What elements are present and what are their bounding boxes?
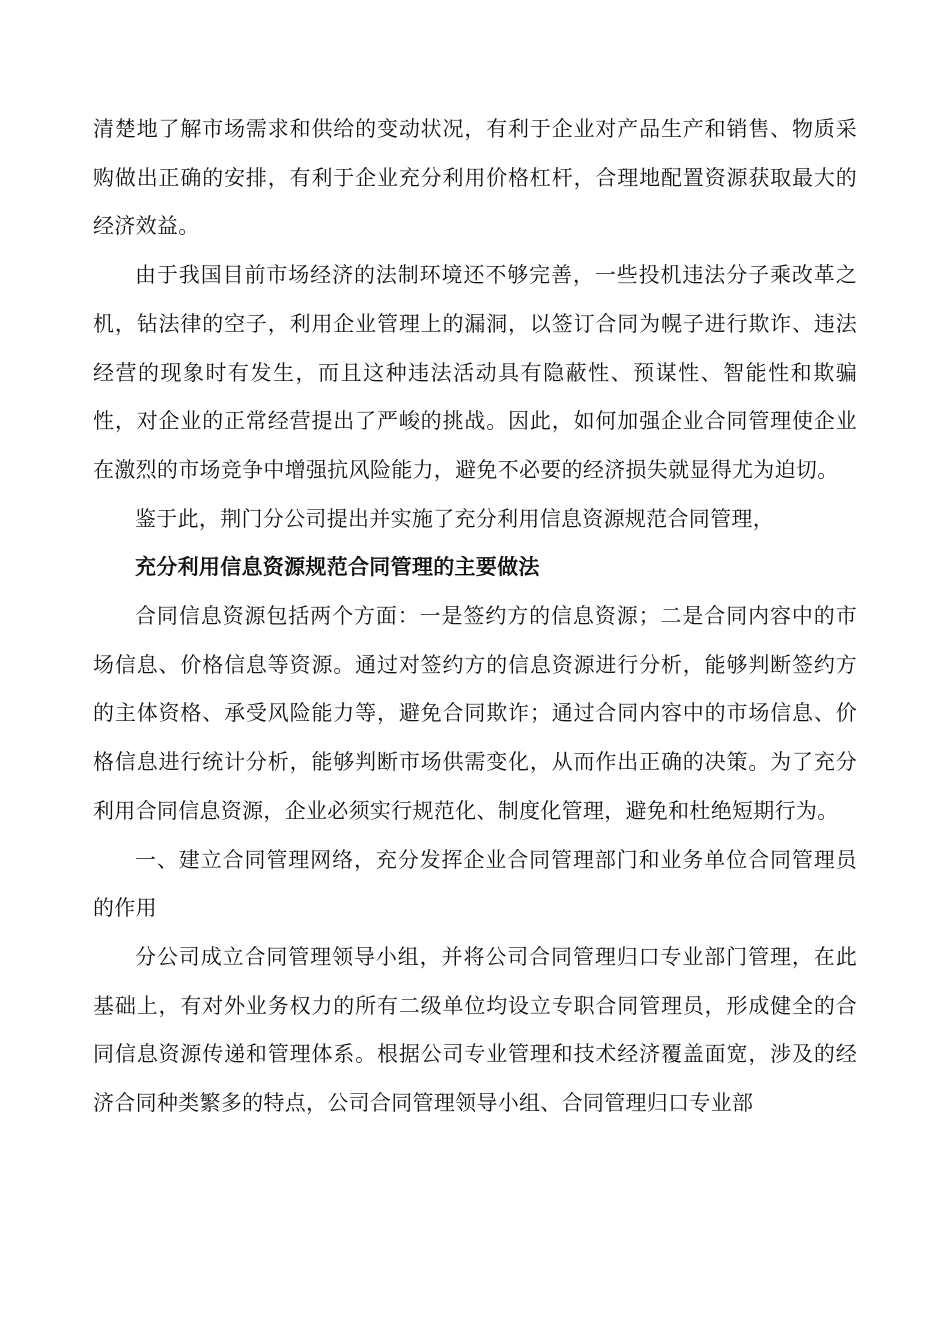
subheading-management-network: 一、建立合同管理网络，充分发挥企业合同管理部门和业务单位合同管理员的作用 xyxy=(93,847,857,921)
paragraph-leadership-group: 分公司成立合同管理领导小组，并将公司合同管理归口专业部门管理，在此基础上，有对外业务权力的所有二级单位均设立专职合同管理员，形成健全的合同信息资源传递和管理体系。根据公司专业管理和技术经济覆盖面宽，涉及的经济合同种类繁多的特点，公司合同管理领导小组、合同管理归口专业部 xyxy=(93,944,857,1116)
paragraph-jingmen-branch: 鉴于此，荆门分公司提出并实施了充分利用信息资源规范合同管理， xyxy=(135,506,774,531)
paragraph-market-benefits: 清楚地了解市场需求和供给的变动状况，有利于企业对产品生产和销售、物质采购做出正确的安排，有利于企业充分利用价格杠杆，合理地配置资源获取最大的经济效益。 xyxy=(93,117,857,239)
section-heading-main-practices: 充分利用信息资源规范合同管理的主要做法 xyxy=(135,554,540,580)
paragraph-contract-information: 合同信息资源包括两个方面：一是签约方的信息资源；二是合同内容中的市场信息、价格信息等资源。通过对签约方的信息资源进行分析，能够判断签约方的主体资格、承受风险能力等，避免合同欺诈；通过合同内容中的市场信息、价格信息进行统计分析，能够判断市场供需变化，从而作出正确的决策。为了充分利用合同信息资源，企业必须实行规范化、制度化管理，避免和杜绝短期行为。 xyxy=(93,604,857,823)
document-page xyxy=(93,105,857,1128)
paragraph-legal-environment: 由于我国目前市场经济的法制环境还不够完善，一些投机违法分子乘改革之机，钻法律的空子，利用企业管理上的漏洞，以签订合同为幌子进行欺诈、违法经营的现象时有发生，而且这种违法活动具有隐蔽性、预谋性、智能性和欺骗性，对企业的正常经营提出了严峻的挑战。因此，如何加强企业合同管理使企业在激烈的市场竞争中增强抗风险能力，避免不必要的经济损失就显得尤为迫切。 xyxy=(93,263,857,482)
